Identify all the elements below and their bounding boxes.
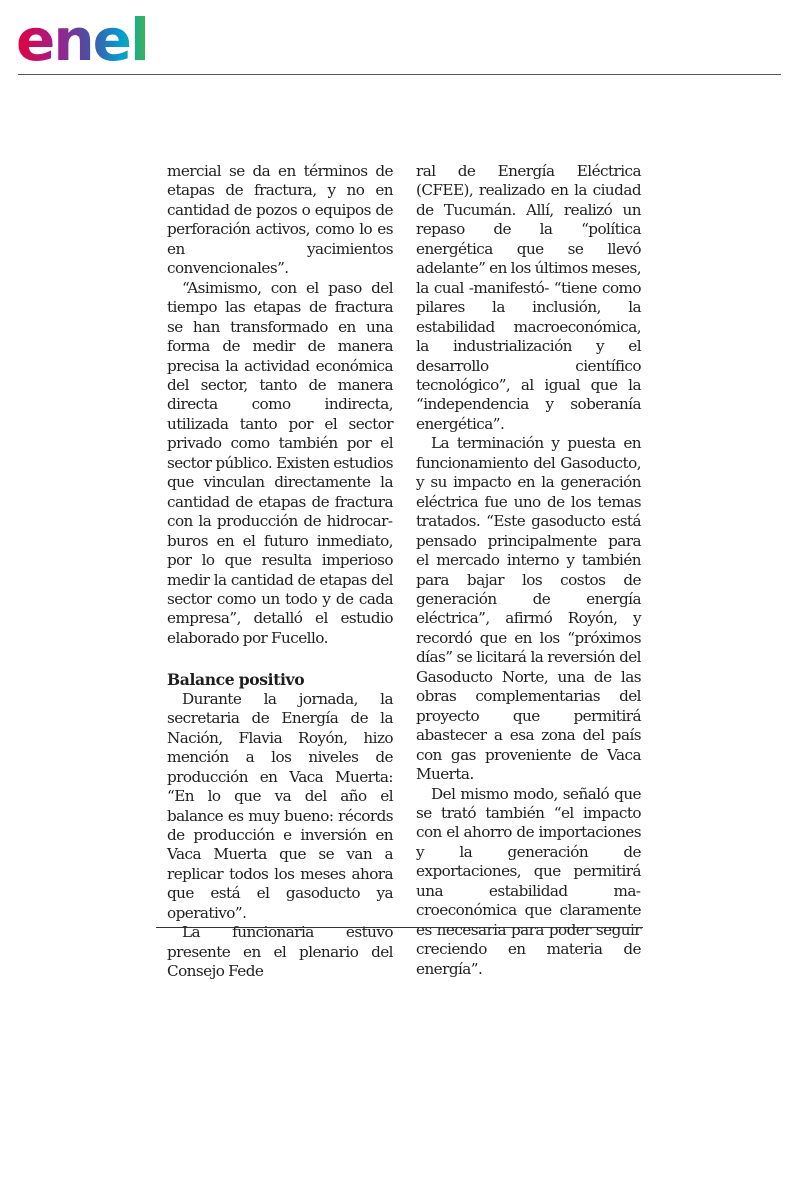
article-column-left <box>167 162 393 982</box>
paragraph: mercial se da en términos de etapas de fractura, y no en cantidad de pozos o equipos de perforación activos, como lo es en yacimientos convencionales”. <box>167 162 393 278</box>
header-divider <box>18 74 781 75</box>
section-heading: Balance positivo <box>167 670 305 690</box>
paragraph: Del mismo modo, señaló que se trató también “el impacto con el ahorro de importaciones y la generación de exportaciones, que permitirá una estabilidad macroeconómica que claramente es necesaria para poder seguir creciendo en materia de energía”. <box>416 784 641 978</box>
paragraph: Durante la jornada, la secretaria de Energía de la Nación, Flavia Royón, hizo mención a los niveles de producción en Vaca Muerta: “En lo que va del año el balance es muy bueno: récords de producción e inversión en Vaca Muerta que se van a replicar todos los meses ahora que está el gasoducto ya operativo”. <box>167 689 393 922</box>
paragraph: “Asimismo, con el paso del tiempo las etapas de fractura se han transformado en una forma de medir de manera precisa la actividad económica del sector, tanto de manera directa como indirecta, utilizada tanto por el sector privado como también por el sector público. Existen estudios que vinculan directamente la cantidad de etapas de fractura con la producción de hidrocarburos en el futuro inmediato, por lo que resulta imperioso medir la cantidad de etapas del sector como un todo y de cada empresa”, detalló el estudio elaborado por Fucello. <box>167 278 393 647</box>
footer-divider <box>156 927 643 928</box>
paragraph: ral de Energía Eléctrica (CFEE), realizado en la ciudad de Tucumán. Allí, realizó un repaso de la “política energética que se llevó adelante” en los últimos meses, la cual -manifestó- “tiene como pilares la inclusión, la estabilidad macroeconómica, la industrialización y el desarrollo científico tecnológico”, al igual que la “independencia y soberanía energética”. <box>416 162 641 433</box>
paragraph: La terminación y puesta en funcionamiento del Gasoducto, y su impacto en la generación eléctrica fue uno de los temas tratados. “Este gasoducto está pensado principalmente para el mercado interno y también para bajar los costos de generación de energía eléctrica”, afirmó Royón, y recordó que en los “próximos días” se licitará la reversión del Gasoducto Norte, una de las obras complementarias del proyecto que permitirá abastecer a esa zona del país con gas proveniente de Vaca Muerta. <box>416 434 641 784</box>
enel-logo <box>16 4 186 68</box>
paragraph: La funcionaria estuvo presente en el plenario del Consejo Fede <box>167 923 393 981</box>
article-column-right <box>416 162 641 979</box>
enel-logo-text: enel <box>16 6 148 68</box>
